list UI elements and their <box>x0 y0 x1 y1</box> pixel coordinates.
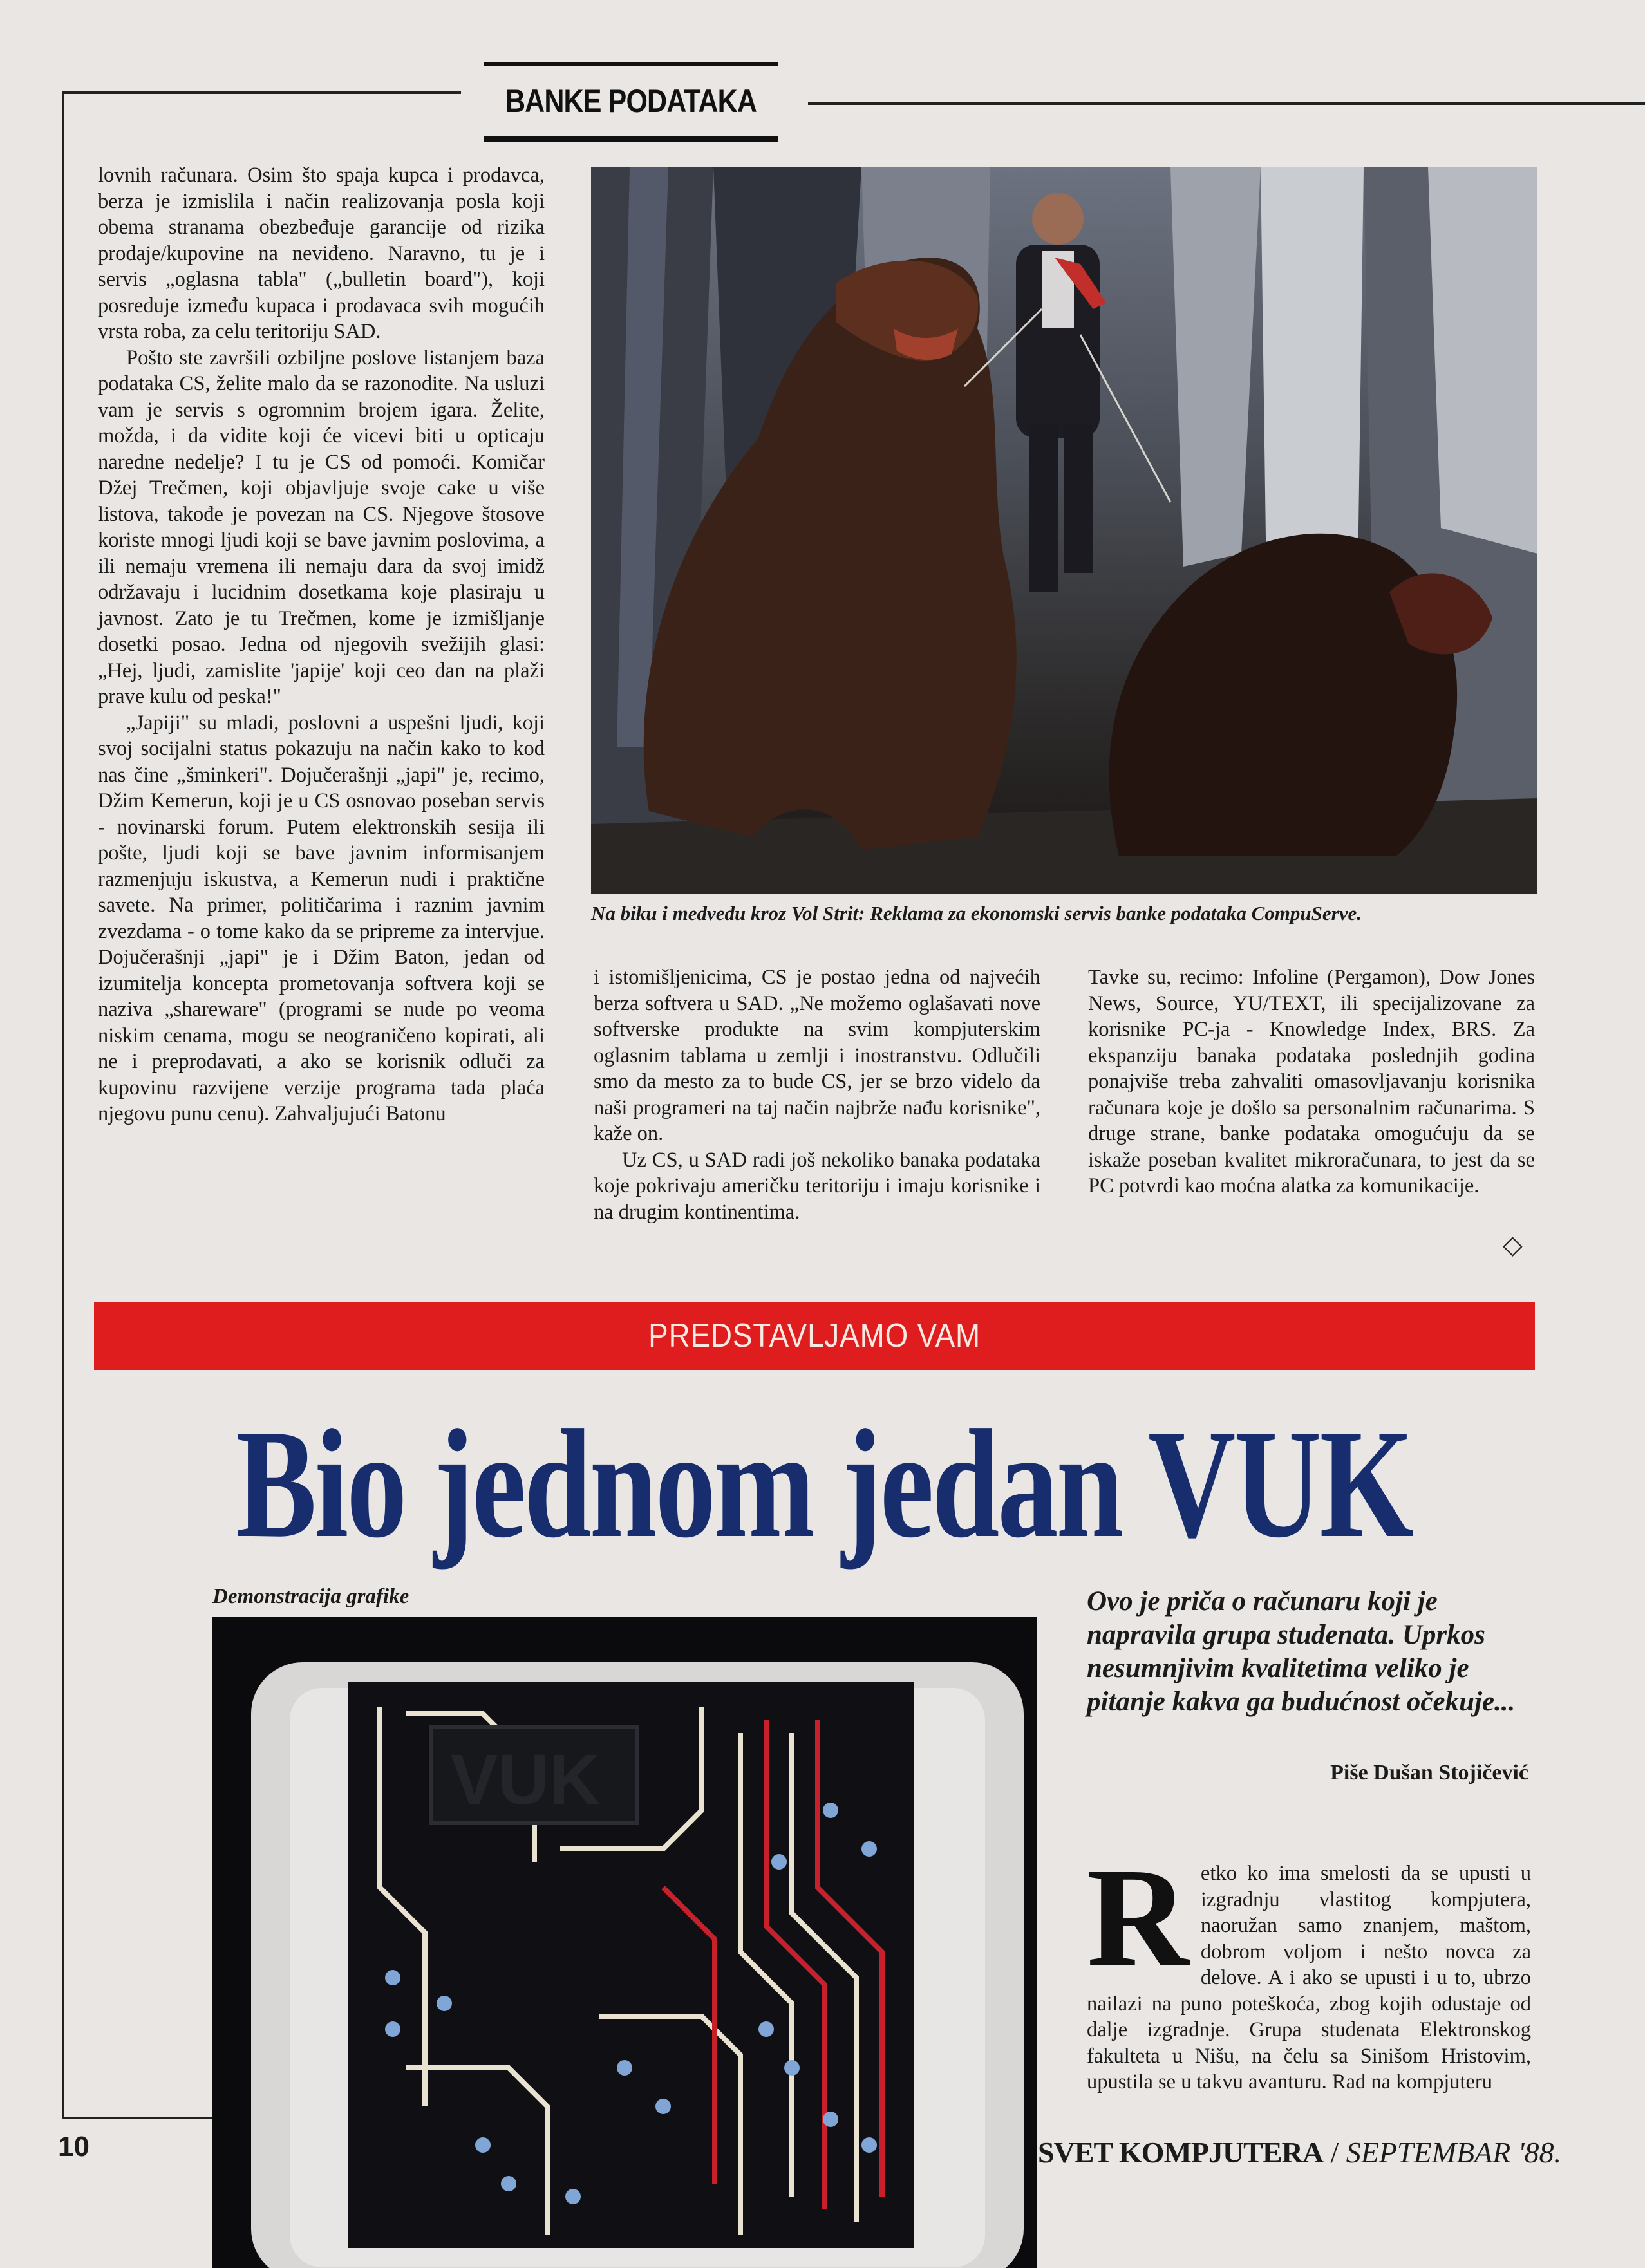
column-1 <box>98 162 545 1127</box>
image-label: Demonstracija grafike <box>212 1585 409 1608</box>
footer-publication: SVET KOMPJUTERA <box>1038 2136 1323 2169</box>
column-1-paragraph: lovnih računara. Osim što spaja kupca i prodavca, berza je izmislila i način realizovanja posla koji obema stranama obezbeđuje garancije od rizika prodaje/kupovine na neviđeno. Naravno, tu je i servis „oglasna tabla" („bulletin board"), koji posreduje između kupaca i prodavaca svih mogućih vrsta roba, za celu teritoriju SAD. <box>98 164 545 343</box>
column-1-paragraph: Pošto ste završili ozbiljne poslove listanjem baza podataka CS, želite malo da se razonodite. Na usluzi vam je servis s ogromnim brojem igara. Želite, možda, i da vidite koji će vicevi biti u opticaju naredne nedelje? I tu je CS od pomoći. Komičar Džej Trečmen, koji objavljuje svoje cake u više listova, takođe je povezan na CS. Njegove štosove koriste mnogi ljudi koji se bave javnim poslovima, a ili nemaju vremena ili nemaju dara da svoj imidž održavaju i lucidnim dosetkama koje plasiraju u javnost. Zato je tu Trečmen, kome je izmišljanje dosetki posao. Jedna od njegovih svežijih glasi: „Hej, ljudi, zamislite 'japije' koji ceo dan na plaži prave kulu od peska!" <box>98 346 545 708</box>
section-banner-label: PREDSTAVLJAMO VAM <box>648 1317 981 1354</box>
column-3-paragraph: Tavke su, recimo: Infoline (Pergamon), Dow Jones News, Source, YU/TEXT, ili specijalizovane za korisnike PC-ja - Knowledge Index, BRS. Za ekspanziju banaka podataka poslednjih godina ponajviše treba zahvaliti omasovljavanju korisnika računara koje je došlo sa personalnim računarima. S druge strane, banke podataka omogućuju da se iskaže poseban kvalitet mikroračunara, to jest da se PC potvrdi kao moćna alatka za komunikacije. <box>1088 966 1535 1197</box>
frame-rule-top-left <box>62 91 461 94</box>
graphics-demo-photo <box>212 1617 1037 2268</box>
section-label: BANKE PODATAKA <box>484 62 778 142</box>
article-body-text: etko ko ima smelosti da se upusti u izgradnju vlastitog kompjutera, naoružan samo znanjem, maštom, dobrom voljom i nešto novca za delove. A i ako se upusti i u to, ubrzo nailazi na puno poteškoća, zbog kojih odustaje od dalje izgradnje. Grupa studenata Elektronskog fakulteta u Nišu, na čelu sa Sinišom Hristovim, upustila se u takvu avanturu. Rad na kompjuteru <box>1087 1862 1531 2094</box>
article-intro: Ovo je priča o računaru koji je napravila grupa studenata. Uprkos nesumnjivim kvalitetima veliko je pitanje kakva ga budućnost očekuje... <box>1087 1586 1516 1717</box>
article-body <box>1087 1839 1531 2095</box>
column-2 <box>594 964 1040 1225</box>
column-2-paragraph: i istomišljenicima, CS je postao jedna od najvećih berza softvera u SAD. „Ne možemo oglašavati nove softverske produkte na svim kompjuterskim oglasnim tablama u zemlji i inostranstvu. Odlučili smo da mesto za to bude CS, jer se brzo videlo da naši programeri na taj način najbrže nađu korisnike", kaže on. <box>594 966 1040 1145</box>
photo-caption: Na biku i medvedu kroz Vol Strit: Reklama za ekonomski servis banke podataka CompuServe. <box>591 902 1362 924</box>
column-1-paragraph: „Japiji" su mladi, poslovni a uspešni ljudi, koji svoj socijalni status pokazuju na način kako to kod nas čine „šminkeri". Dojučerašnji „japi" je, recimo, Džim Kemerun, koji je u CS osnovao poseban servis - novinarski forum. Putem elektronskih sesija ili pošte, ljudi koji se bave javnim informisanjem razmenjuju iskustva, a Kemerun nudi i praktične savete. Na primer, političarima i raznim javnim zvezdama - o tome kako da se pripreme za intervjue. Dojučerašnji „japi" je i Džim Baton, jedan od izumitelja koncepta prometovanja softvera koji se naziva „shareware" (programi se nude po veoma niskim cenama, mogu se neograničeno kopirati, ali ne i preprodavati, a ako se korisnik odluči za kupovinu razvijene verzije programa tada plaća njegovu punu cenu). Zahvaljujući Batonu <box>98 711 545 1125</box>
column-3 <box>1088 964 1535 1199</box>
bull-bear-illustration <box>591 167 1537 894</box>
footer-separator: / <box>1322 2136 1346 2169</box>
drop-cap: R <box>1087 1839 1189 1996</box>
page-footer <box>1038 2136 1561 2170</box>
article-headline: Bio jednom jedan VUK <box>236 1398 1413 1570</box>
section-banner <box>94 1302 1535 1370</box>
column-2-paragraph: Uz CS, u SAD radi još nekoliko banaka podataka koje pokrivaju američku teritoriju i imaju korisnike i na drugim kontinentima. <box>594 1148 1040 1224</box>
frame-rule-left <box>62 91 64 2119</box>
wall-street-photo <box>591 167 1537 894</box>
end-of-article-diamond-icon: ◇ <box>1503 1230 1523 1259</box>
frame-rule-top-right <box>808 102 1645 105</box>
article-author: Piše Dušan Stojičević <box>1330 1761 1528 1785</box>
screen-vuk-logo: VUK <box>451 1740 601 1819</box>
page-number: 10 <box>58 2131 89 2162</box>
monitor-screen-illustration <box>212 1617 1037 2268</box>
footer-issue: SEPTEMBAR '88. <box>1346 2136 1562 2169</box>
